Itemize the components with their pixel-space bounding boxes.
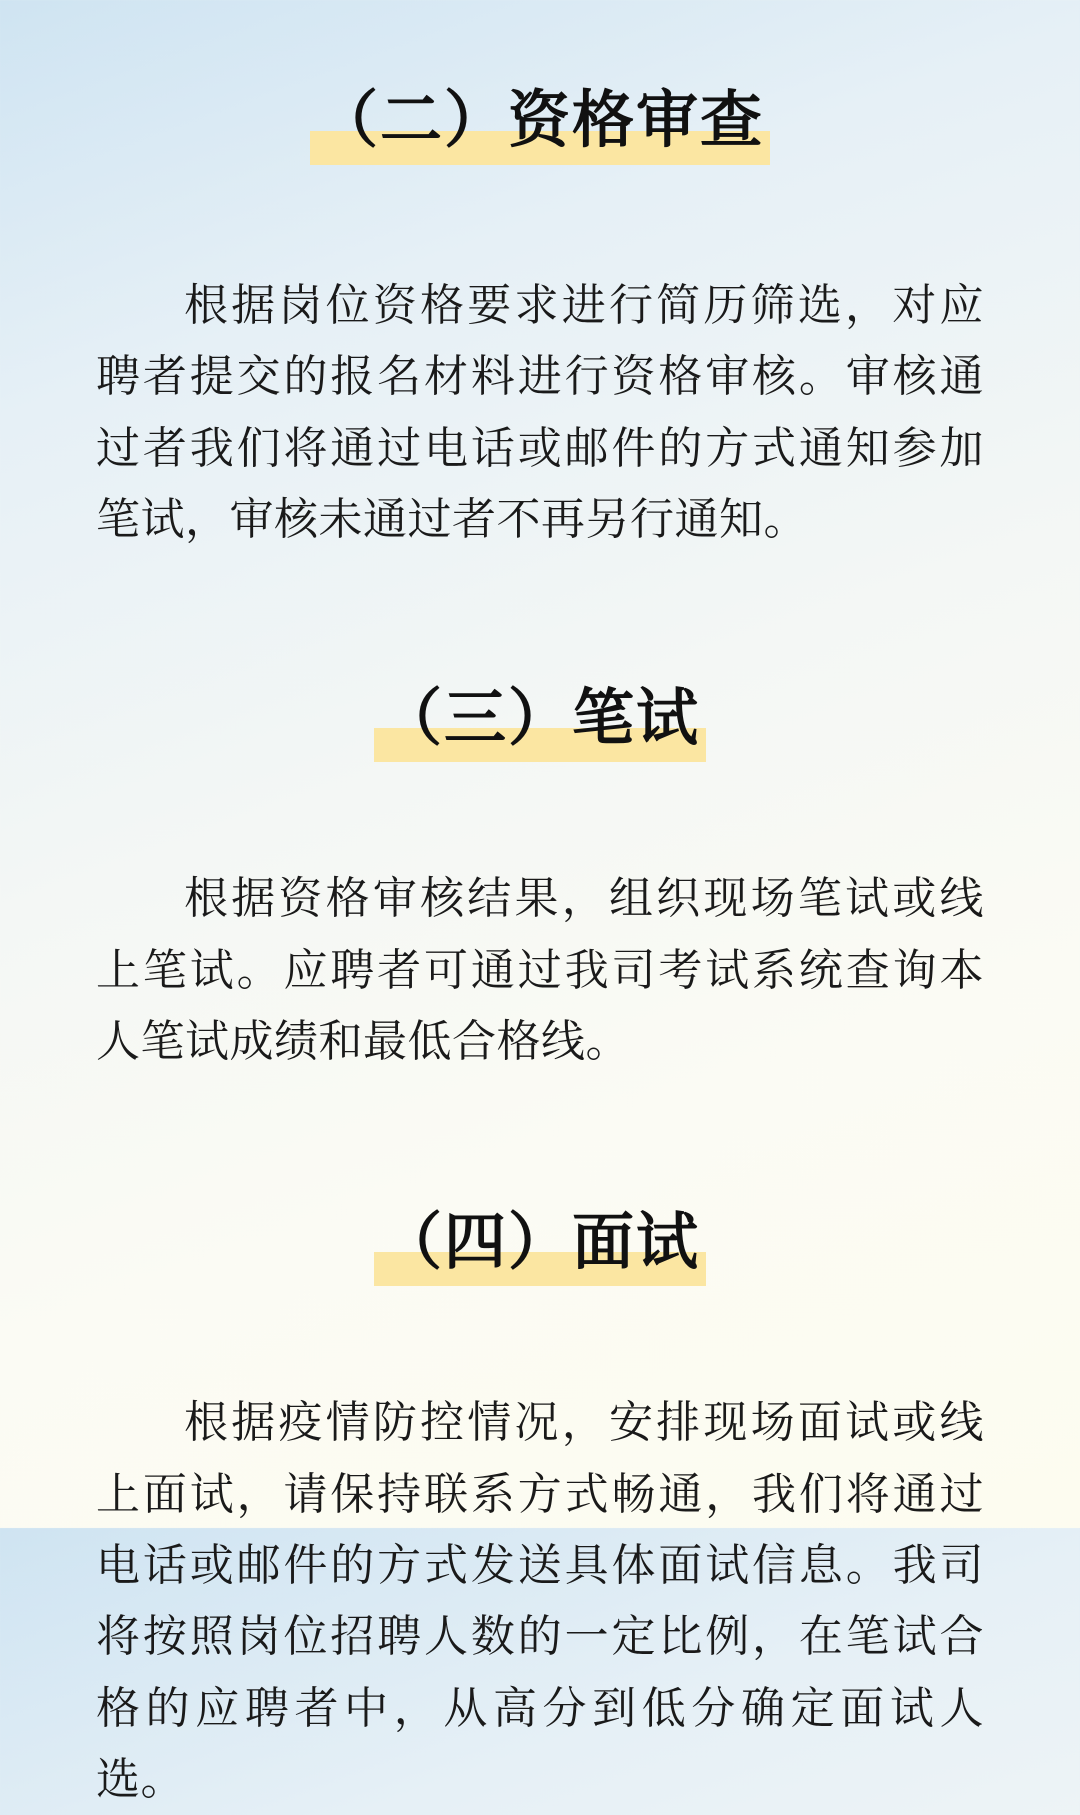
section-heading	[310, 85, 770, 156]
section-body: 根据岗位资格要求进行简历筛选，对应聘者提交的报名材料进行资格审核。审核通过者我们将通过电话或邮件的方式通知参加笔试，审核未通过者不再另行通知。	[96, 281, 984, 544]
section-heading	[374, 1207, 706, 1278]
section-body: 根据资格审核结果，组织现场笔试或线上笔试。应聘者可通过我司考试系统查询本人笔试成绩和最低合格线。	[96, 874, 984, 1066]
section-heading-wrap	[96, 1077, 984, 1329]
section-written-exam	[96, 555, 984, 1077]
section-heading-text: （二）资格审查	[315, 86, 764, 156]
section-heading-text: （四）面试	[379, 1207, 700, 1277]
section-qualification-review	[96, 0, 984, 555]
section-heading-wrap	[96, 555, 984, 805]
section-interview	[96, 1077, 984, 1815]
section-heading	[374, 683, 706, 754]
section-heading-wrap	[96, 0, 984, 208]
section-heading-text: （三）笔试	[379, 683, 700, 753]
section-body: 根据疫情防控情况，安排现场面试或线上面试，请保持联系方式畅通，我们将通过电话或邮件的方式发送具体面试信息。我司将按照岗位招聘人数的一定比例，在笔试合格的应聘者中，从高分到低分确定面试人选。	[96, 1398, 984, 1804]
